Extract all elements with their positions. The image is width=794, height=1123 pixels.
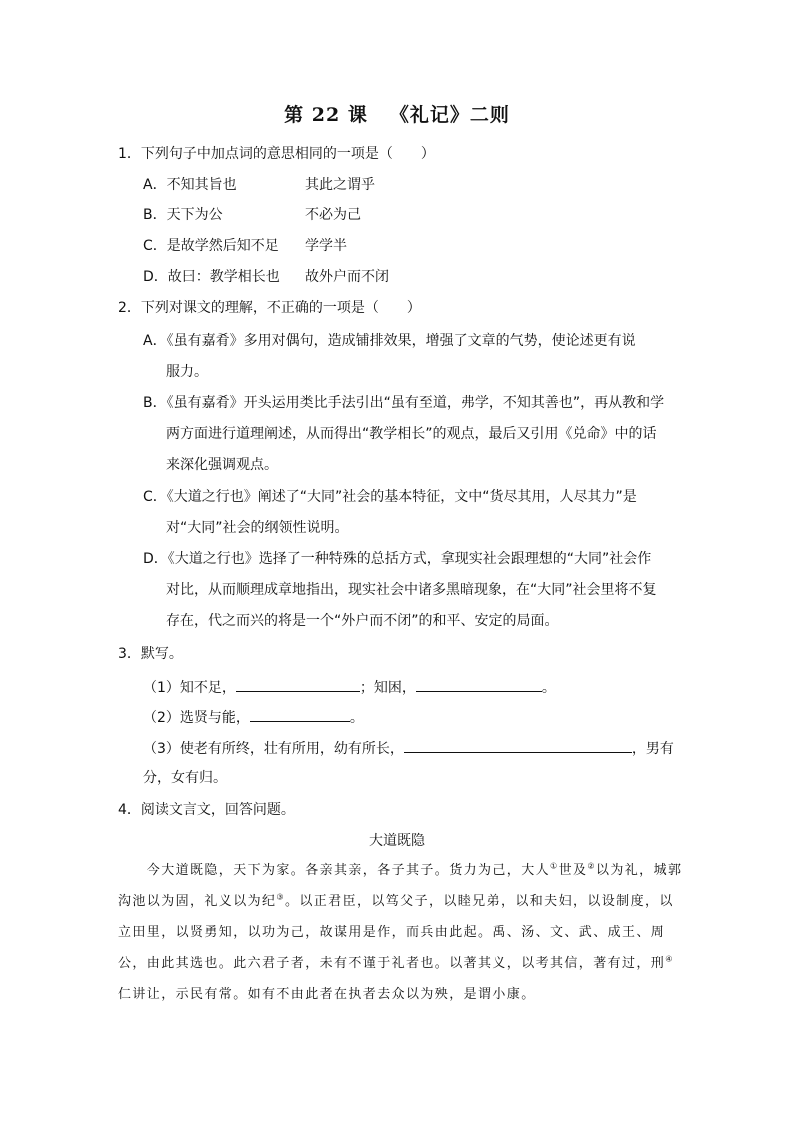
item-1-end: 。 [541, 680, 556, 696]
page-title [0, 100, 794, 127]
question-2-option-b-line: 来深化强调观点。 [166, 457, 278, 473]
question-2-option-b-line: 两方面进行道理阐述，从而得出“教学相长”的观点，最后又引用《兑命》中的话 [166, 426, 657, 442]
passage-text: 今大道既隐，天下为家。各亲其亲，各子其子。货力为己，大人 [118, 863, 551, 878]
option-c-pair: 学学半 [305, 238, 347, 254]
option-d-pair: 故外户而不闭 [305, 269, 389, 285]
question-3-stem: 3．默写。 [118, 646, 183, 662]
lesson-name: 《礼记》二则 [389, 104, 510, 126]
item-1-prefix: （1）知不足， [143, 680, 236, 696]
footnote-marker: ④ [665, 954, 674, 964]
question-2-option-a-line: 服力。 [166, 364, 208, 380]
item-1-middle: ；知困， [359, 680, 416, 696]
question-3-item-2 [143, 706, 364, 728]
answer-blank-3[interactable] [250, 706, 350, 722]
option-a-text: A．不知其旨也 [143, 177, 237, 193]
question-1-option-d [143, 267, 543, 287]
option-b-pair: 不必为己 [305, 207, 361, 223]
question-2-option-b-line: B．《虽有嘉肴》开头运用类比手法引出“虽有至道，弗学，不知其善也”，再从教和学 [143, 395, 665, 411]
footnote-marker: ① [550, 861, 559, 871]
question-1-option-a [143, 175, 543, 195]
passage-line-2 [118, 892, 680, 912]
option-c-text: C．是故学然后知不足 [143, 238, 279, 254]
passage-line-4 [118, 954, 680, 974]
question-1-stem: 1．下列句子中加点词的意思相同的一项是（ ） [118, 146, 435, 162]
passage-text: 公，由此其选也。此六君子者，未有不谨于礼者也。以著其义，以考其信，著有过，刑 [118, 956, 666, 971]
question-3-item-1 [143, 676, 556, 698]
answer-blank-1[interactable] [236, 676, 360, 692]
option-b-text: B．天下为公 [143, 207, 223, 223]
question-2-option-d-line: 对比，从而顺理成章地指出，现实社会中诸多黑暗现象，在“大同”社会里将不复 [166, 582, 657, 598]
passage-text: 。以正君臣，以笃父子，以睦兄弟，以和夫妇，以设制度，以 [284, 894, 674, 909]
item-2-prefix: （2）选贤与能， [143, 710, 250, 726]
question-2-option-c-line: C．《大道之行也》阐述了“大同”社会的基本特征，文中“货尽其用，人尽其力”是 [143, 489, 637, 505]
question-1-option-c [143, 236, 543, 256]
question-4-stem: 4．阅读文言文，回答问题。 [118, 802, 295, 818]
passage-line-1 [118, 861, 683, 881]
item-3-prefix: （3）使老有所终，壮有所用，幼有所长， [143, 741, 404, 757]
lesson-number: 第 22 课 [284, 104, 368, 126]
option-a-pair: 其此之谓乎 [305, 177, 375, 193]
passage-text: 以为礼，城郭 [595, 863, 683, 878]
passage-title: 大道既隐 [369, 833, 425, 849]
passage-line-5: 仁讲让，示民有常。如有不由此者在执者去众以为殃，是谓小康。 [118, 987, 536, 1002]
question-3-item-3 [143, 737, 674, 759]
question-2-option-d-line: 存在，代之而兴的将是一个“外户而不闭”的和平、安定的局面。 [166, 613, 559, 629]
answer-blank-2[interactable] [416, 676, 542, 692]
question-2-option-d-line: D．《大道之行也》选择了一种特殊的总括方式，拿现实社会跟理想的“大同”社会作 [143, 551, 652, 567]
question-3-item-3-cont: 分，女有归。 [143, 770, 227, 786]
question-2-option-a-line: A．《虽有嘉肴》多用对偶句，造成铺排效果，增强了文章的气势，使论述更有说 [143, 333, 636, 349]
item-3-suffix: ，男有 [631, 741, 674, 757]
passage-text: 沟池以为固，礼义以为纪 [118, 894, 277, 909]
footnote-marker: ② [587, 861, 596, 871]
question-2-option-c-line: 对“大同”社会的纲领性说明。 [166, 520, 349, 536]
question-2-stem: 2．下列对课文的理解，不正确的一项是（ ） [118, 300, 421, 316]
footnote-marker: ③ [276, 892, 285, 902]
passage-text: 世及 [558, 863, 588, 878]
answer-blank-4[interactable] [404, 737, 632, 753]
question-1-option-b [143, 205, 543, 225]
option-d-text: D．故曰：教学相长也 [143, 269, 280, 285]
passage-line-3: 立田里，以贤勇知，以功为己，故谋用是作，而兵由此起。禹、汤、文、武、成王、周 [118, 925, 666, 940]
item-2-end: 。 [349, 710, 364, 726]
